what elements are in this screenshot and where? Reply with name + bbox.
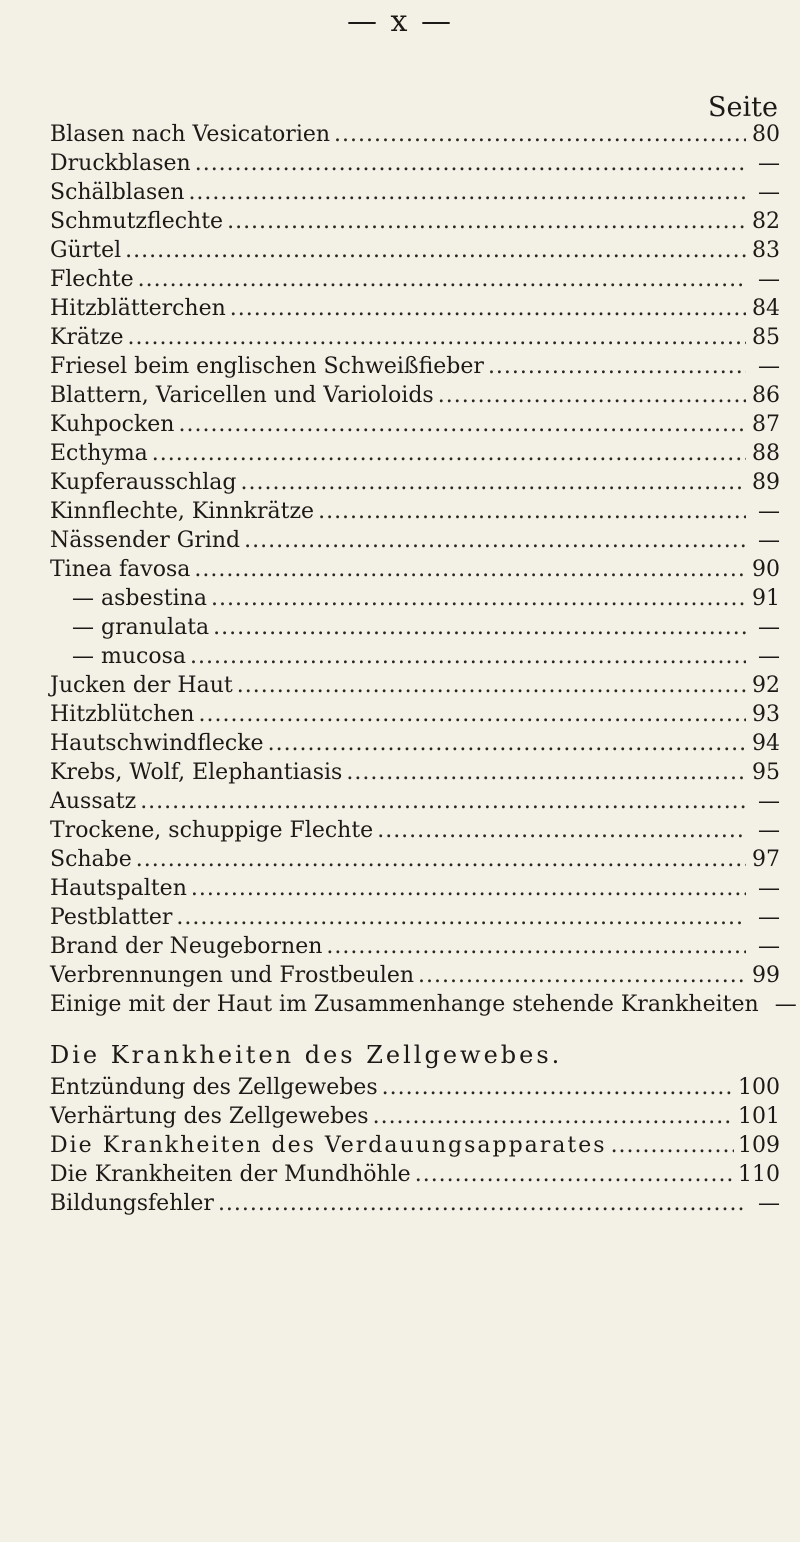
toc-entry-page: —	[758, 267, 780, 292]
toc-entry	[50, 1133, 780, 1162]
toc-entry-title: Hautschwindflecke	[50, 731, 264, 756]
toc-entry	[50, 1162, 780, 1191]
toc-entry-page: 94	[752, 731, 780, 756]
toc-entry-title: Blattern, Varicellen und Varioloids	[50, 383, 434, 408]
dot-leader	[346, 760, 746, 785]
toc-entry	[50, 673, 780, 702]
dot-leader	[415, 1162, 734, 1187]
toc-entry-page: —	[758, 934, 780, 959]
dot-leader	[438, 383, 746, 408]
toc-entry	[50, 296, 780, 325]
toc-entry-page: —	[758, 818, 780, 843]
toc-entry-title: Schabe	[50, 847, 132, 872]
toc-entry-page: 93	[752, 702, 780, 727]
toc-entry-page: 110	[738, 1162, 780, 1187]
toc-entry-page: 89	[752, 470, 780, 495]
toc-entry	[50, 557, 780, 586]
toc-entry-page: 109	[738, 1133, 780, 1158]
toc-entry-page: 99	[752, 963, 780, 988]
dot-leader	[191, 876, 746, 901]
toc-entry	[50, 209, 780, 238]
toc-entry-page: 85	[752, 325, 780, 350]
toc-entry	[50, 267, 780, 296]
toc-entry-page: 86	[752, 383, 780, 408]
toc-entry-page: 88	[752, 441, 780, 466]
toc-entry-page: —	[758, 615, 780, 640]
toc-entry-page: —	[758, 905, 780, 930]
toc-entry-page: —	[758, 789, 780, 814]
toc-entry	[50, 180, 780, 209]
toc-entry-page: —	[758, 1191, 780, 1216]
toc-entry-title: Trockene, schuppige Flechte	[50, 818, 374, 843]
toc-entry	[50, 847, 780, 876]
dot-leader	[373, 1104, 734, 1129]
toc-entry-title: Hitzblätterchen	[50, 296, 226, 321]
dot-leader	[488, 354, 746, 379]
dot-leader	[211, 586, 746, 611]
dot-leader	[176, 905, 746, 930]
dot-leader	[152, 441, 746, 466]
dot-leader	[213, 615, 746, 640]
toc-entry-page: —	[758, 180, 780, 205]
toc-entry-title: Hitzblütchen	[50, 702, 195, 727]
toc-entry	[50, 876, 780, 905]
toc-entry-page: 82	[752, 209, 780, 234]
toc-entry	[50, 615, 780, 644]
toc-entry-page: —	[758, 528, 780, 553]
dot-leader	[227, 209, 746, 234]
dot-leader	[198, 702, 746, 727]
toc-entry-title: Bildungsfehler	[50, 1191, 214, 1216]
toc-entry	[50, 760, 780, 789]
toc-entry-title: Schälblasen	[50, 180, 185, 205]
dot-leader	[125, 238, 746, 263]
dot-leader	[194, 557, 746, 582]
toc-entry	[50, 441, 780, 470]
dot-leader	[178, 412, 746, 437]
toc-entry-page: 83	[752, 238, 780, 263]
toc-entry	[50, 412, 780, 441]
toc-entry	[50, 122, 780, 151]
toc-entry	[50, 499, 780, 528]
toc-entry-page: —	[758, 644, 780, 669]
toc-entry	[50, 1075, 780, 1104]
dot-leader	[237, 673, 746, 698]
toc-entry-title: Blasen nach Vesicatorien	[50, 122, 331, 147]
dot-leader	[611, 1133, 734, 1158]
toc-entry-title: Gürtel	[50, 238, 122, 263]
toc-entry	[50, 905, 780, 934]
toc-entry-title: — granulata	[72, 615, 210, 640]
dot-leader	[382, 1075, 734, 1100]
toc-entry-title: Tinea favosa	[50, 557, 191, 582]
toc-entry	[50, 992, 797, 1021]
dot-leader	[334, 122, 746, 147]
toc-entry-title: Krätze	[50, 325, 124, 350]
toc-entry-page: 100	[738, 1075, 780, 1100]
dot-leader	[140, 789, 746, 814]
toc-entry-title: Verhärtung des Zellgewebes	[50, 1104, 369, 1129]
toc-entry-page: —	[758, 499, 780, 524]
toc-entry-title: Hautspalten	[50, 876, 187, 901]
toc-entry-page: —	[758, 876, 780, 901]
toc-entry-title: — mucosa	[72, 644, 186, 669]
toc-entry-page: 97	[752, 847, 780, 872]
toc-entry	[50, 934, 780, 963]
toc-entry	[50, 731, 780, 760]
toc-entry-page: 90	[752, 557, 780, 582]
dot-leader	[128, 325, 746, 350]
toc-entry	[50, 528, 780, 557]
toc-entry-title: Aussatz	[50, 789, 137, 814]
toc-entry-title: Einige mit der Haut im Zusammenhange stehende Krankheiten	[50, 992, 759, 1017]
toc-entry-title: Jucken der Haut	[50, 673, 233, 698]
toc-entry	[50, 789, 780, 818]
toc-entry-title: Die Krankheiten des Verdauungsapparates	[50, 1133, 607, 1158]
dot-leader	[230, 296, 746, 321]
toc-entry	[50, 586, 780, 615]
dot-leader	[136, 847, 746, 872]
dot-leader	[218, 1191, 746, 1216]
toc-entry	[50, 383, 780, 412]
toc-entry-title: Kupferausschlag	[50, 470, 237, 495]
toc-entry	[50, 818, 780, 847]
toc-entry-title: Pestblatter	[50, 905, 173, 930]
page-header-mark: — x —	[347, 4, 453, 39]
toc-entry-title: — asbestina	[72, 586, 207, 611]
toc-entry-title: Entzündung des Zellgewebes	[50, 1075, 378, 1100]
toc-entry-title: Ecthyma	[50, 441, 148, 466]
toc-entry-title: Verbrennungen und Frostbeulen	[50, 963, 415, 988]
toc-entry	[50, 1191, 780, 1220]
toc-entry	[50, 644, 780, 673]
dot-leader	[195, 151, 746, 176]
toc-entry-page: 92	[752, 673, 780, 698]
dot-leader	[326, 934, 746, 959]
dot-leader	[318, 499, 746, 524]
dot-leader	[418, 963, 746, 988]
toc-entry-title: Druckblasen	[50, 151, 191, 176]
toc-entry-page: —	[774, 992, 797, 1017]
column-heading-seite: Seite	[708, 92, 778, 123]
toc-entry-title: Kuhpocken	[50, 412, 175, 437]
toc-entry	[50, 963, 780, 992]
toc-entry-title: Schmutzflechte	[50, 209, 224, 234]
dot-leader	[190, 644, 746, 669]
toc-entry-page: 84	[752, 296, 780, 321]
toc-entry-page: 95	[752, 760, 780, 785]
toc-entry	[50, 151, 780, 180]
dot-leader	[377, 818, 746, 843]
toc-entry	[50, 470, 780, 499]
toc-entry	[50, 325, 780, 354]
toc-entry-title: Kinnflechte, Kinnkrätze	[50, 499, 315, 524]
toc-entry-title: Brand der Neugebornen	[50, 934, 323, 959]
toc-entry-title: Flechte	[50, 267, 134, 292]
dot-leader	[268, 731, 746, 756]
dot-leader	[240, 470, 746, 495]
dot-leader	[244, 528, 746, 553]
toc-entry-page: 80	[752, 122, 780, 147]
table-of-contents	[50, 122, 797, 1220]
section-heading: Die Krankheiten des Zellgewebes.	[50, 1041, 563, 1069]
dot-leader	[138, 267, 746, 292]
toc-entry-title: Die Krankheiten der Mundhöhle	[50, 1162, 411, 1187]
toc-entry	[50, 1104, 780, 1133]
toc-entry-title: Friesel beim englischen Schweißfieber	[50, 354, 484, 379]
toc-entry	[50, 238, 780, 267]
toc-entry-title: Nässender Grind	[50, 528, 241, 553]
toc-entry	[50, 702, 780, 731]
toc-entry	[50, 354, 780, 383]
toc-entry-page: 87	[752, 412, 780, 437]
toc-entry-title: Krebs, Wolf, Elephantiasis	[50, 760, 343, 785]
toc-entry-page: 91	[752, 586, 780, 611]
toc-entry-page: —	[758, 151, 780, 176]
dot-leader	[188, 180, 746, 205]
toc-entry-page: 101	[738, 1104, 780, 1129]
toc-entry-page: —	[758, 354, 780, 379]
